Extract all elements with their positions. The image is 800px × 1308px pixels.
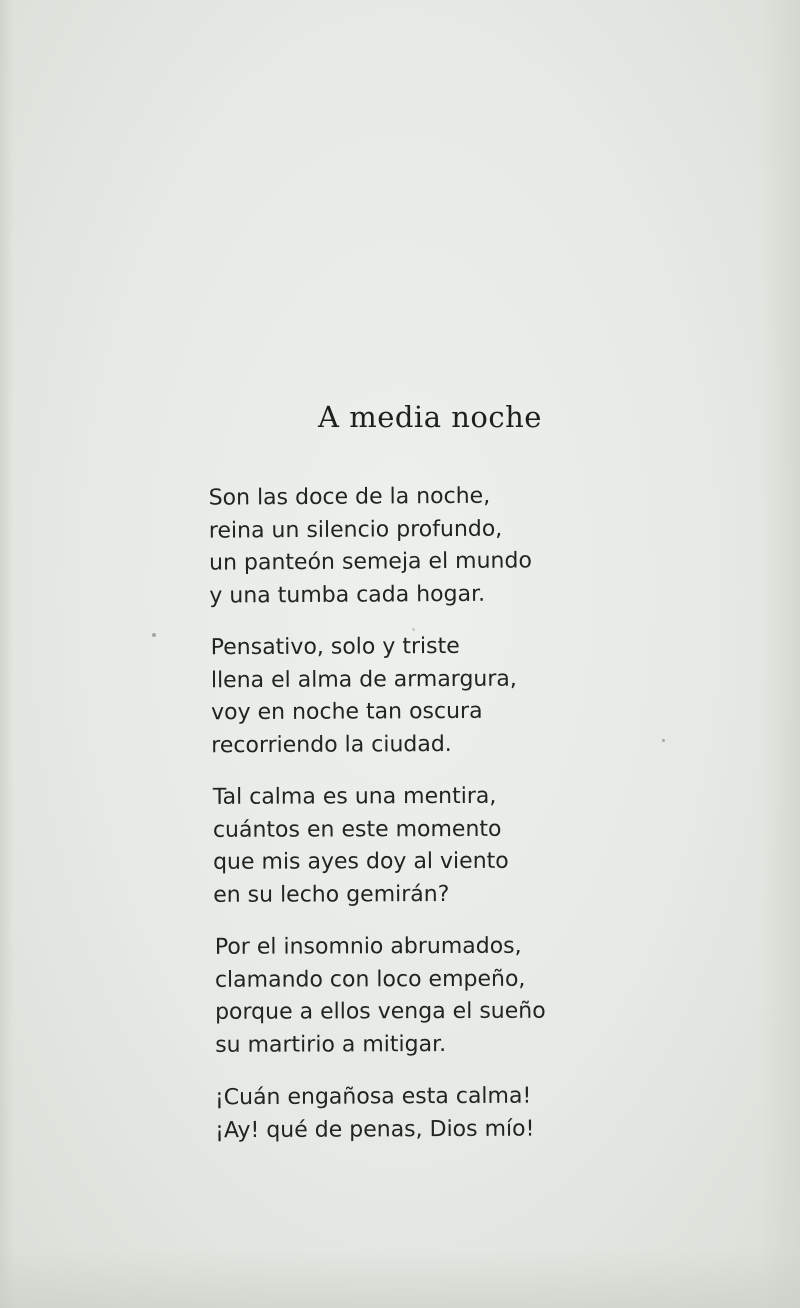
poem-line: y una tumba cada hogar.	[209, 581, 486, 609]
poem-line: voy en noche tan oscura	[211, 698, 483, 726]
poem-line: cuántos en este momento	[212, 816, 502, 843]
poem-line: porque a ellos venga el sueño	[215, 998, 546, 1025]
poem-line: un panteón semeja el mundo	[209, 548, 532, 576]
poem-line: su martirio a mitigar.	[215, 1031, 447, 1058]
paper-speck	[152, 633, 156, 637]
stanza	[215, 930, 689, 1062]
stanza	[209, 479, 690, 612]
poem-line: clamando con loco empeño,	[214, 966, 526, 993]
page-edge-left	[0, 0, 14, 1308]
poem-line: Tal calma es una mentira,	[212, 783, 497, 810]
poem-line: ¡Cuán engañosa esta calma!	[214, 1083, 532, 1111]
page-edge-right	[760, 0, 800, 1308]
poem-title: A media noche	[318, 400, 542, 434]
stanza	[213, 780, 689, 912]
poem-line: llena el alma de armargura,	[210, 666, 517, 693]
poem-line: Por el insomnio abrumados,	[214, 933, 522, 960]
poem-line: en su lecho gemirán?	[213, 881, 450, 908]
poem-line: Pensativo, solo y triste	[210, 633, 460, 661]
poem-line: Son las doce de la noche,	[208, 483, 491, 511]
poem-line: recorriendo la ciudad.	[211, 731, 452, 758]
poem-line: ¡Ay! qué de penas, Dios mío!	[215, 1116, 535, 1143]
page-bottom-shadow	[0, 1248, 800, 1308]
poem-body	[209, 481, 689, 1166]
stanza	[215, 1080, 689, 1147]
poem-line: reina un silencio profundo,	[208, 516, 503, 544]
stanza	[211, 630, 690, 763]
poem-line: que mis ayes doy al viento	[213, 848, 509, 875]
